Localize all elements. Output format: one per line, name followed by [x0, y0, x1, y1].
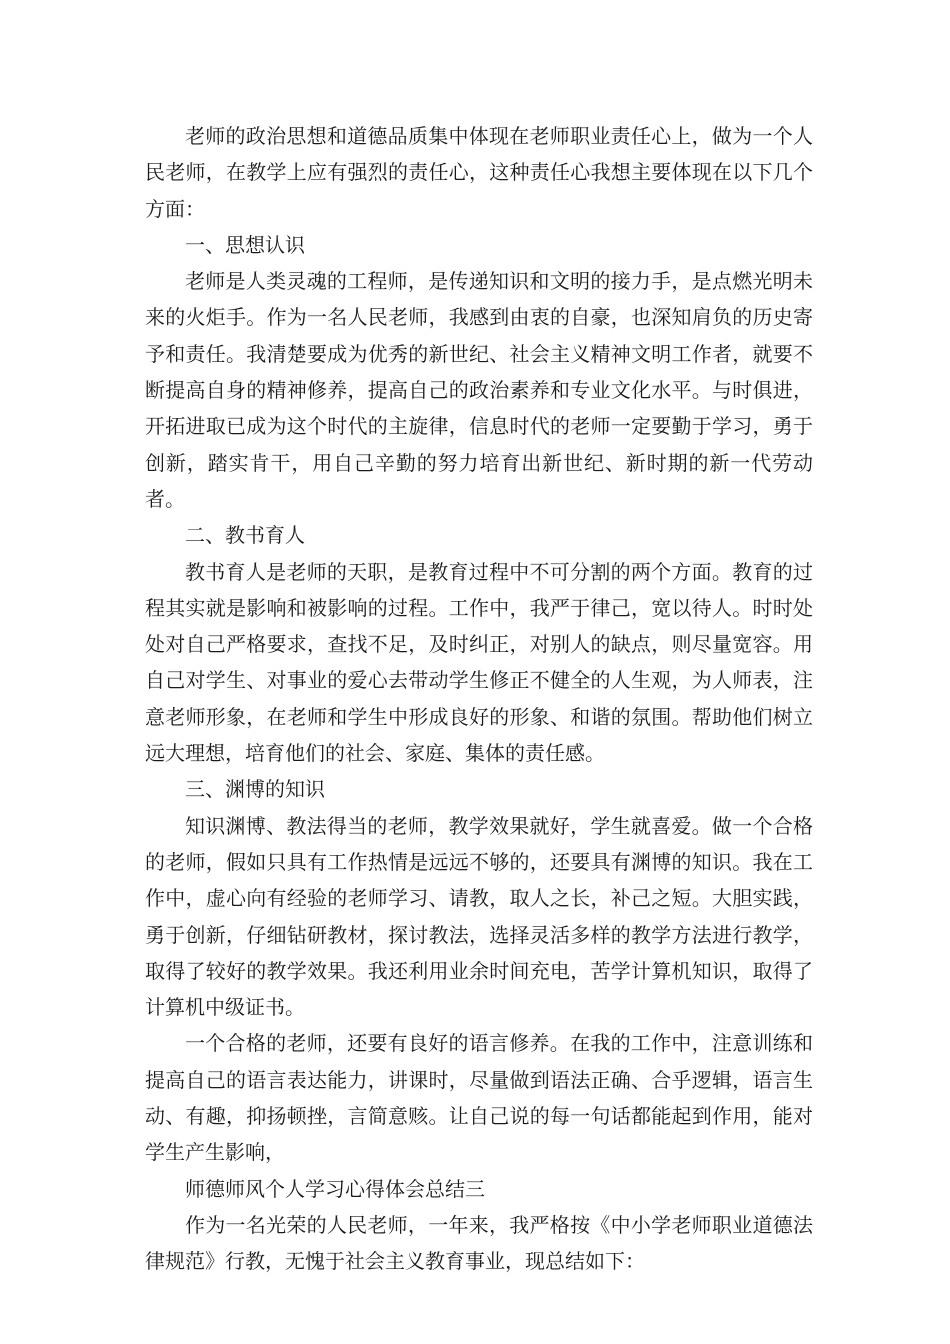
- knowledge-paragraph: 知识渊博、教法得当的老师，教学效果就好，学生就喜爱。做一个合格的老师，假如只具有工作热情是远远不够的，还要具有渊博的知识。我在工作中，虚心向有经验的老师学习、请教，取人之长，补己之短。大胆实践，勇于创新，仔细钻研教材，探讨教法，选择灵活多样的教学方法进行教学，取得了较好的教学效果。我还利用业余时间充电，苦学计算机知识，取得了计算机中级证书。: [145, 813, 813, 1020]
- summary-paragraph: 作为一名光荣的人民老师，一年来，我严格按《中小学老师职业道德法律规范》行教，无愧于社会主义教育事业，现总结如下：: [145, 1212, 813, 1274]
- summary-title: 师德师风个人学习心得体会总结三: [185, 1176, 485, 1201]
- section-heading-teaching: 二、教书育人: [185, 523, 305, 548]
- language-paragraph: 一个合格的老师，还要有良好的语言修养。在我的工作中，注意训练和提高自己的语言表达能力，讲课时，尽量做到语法正确、合乎逻辑，语言生动、有趣，抑扬顿挫，言简意赅。让自己说的每一句话都能起到作用，能对学生产生影响，: [145, 1031, 813, 1165]
- section-heading-knowledge: 三、渊博的知识: [185, 777, 325, 802]
- teaching-paragraph: 教书育人是老师的天职，是教育过程中不可分割的两个方面。教育的过程其实就是影响和被影响的过程。工作中，我严于律己，宽以待人。时时处处对自己严格要求，查找不足，及时纠正，对别人的缺点，则尽量宽容。用自己对学生、对事业的爱心去带动学生修正不健全的人生观，为人师表，注意老师形象，在老师和学生中形成良好的形象、和谐的氛围。帮助他们树立远大理想，培育他们的社会、家庭、集体的责任感。: [145, 559, 813, 766]
- section-heading-thought: 一、思想认识: [185, 232, 305, 257]
- document-body: [145, 118, 813, 1280]
- intro-paragraph: 老师的政治思想和道德品质集中体现在老师职业责任心上，做为一个人民老师，在教学上应有强烈的责任心，这种责任心我想主要体现在以下几个方面：: [145, 124, 813, 221]
- thought-paragraph: 老师是人类灵魂的工程师，是传递知识和文明的接力手，是点燃光明未来的火炬手。作为一名人民老师，我感到由衷的自豪，也深知肩负的历史寄予和责任。我清楚要成为优秀的新世纪、社会主义精神文明工作者，就要不断提高自身的精神修养，提高自己的政治素养和专业文化水平。与时俱进，开拓进取已成为这个时代的主旋律，信息时代的老师一定要勤于学习，勇于创新，踏实肯干，用自己辛勤的努力培育出新世纪、新时期的新一代劳动者。: [145, 269, 813, 511]
